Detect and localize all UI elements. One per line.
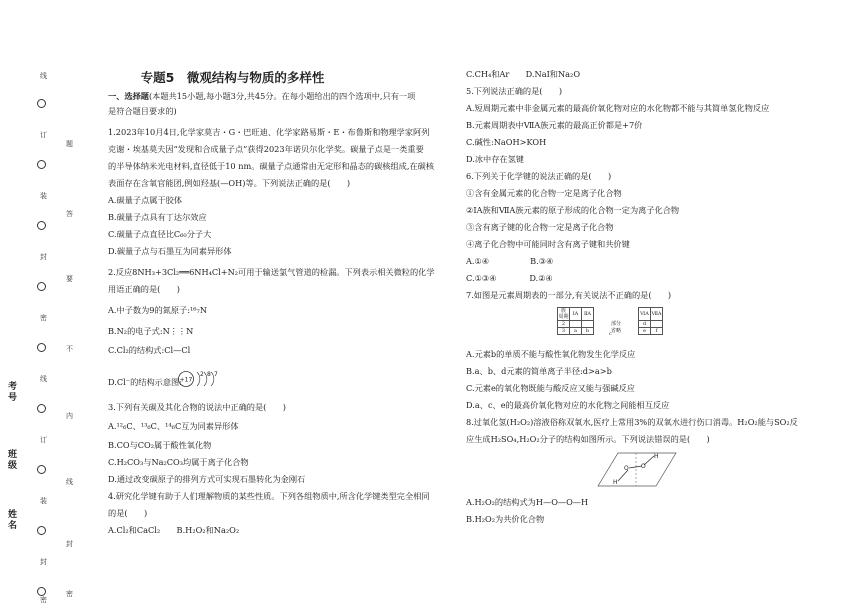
table-cell-c: c [609, 331, 612, 337]
q8-option: A.H₂O₂的结构式为H—O—O—H [466, 497, 589, 507]
gutter-char: 密 [66, 590, 73, 598]
q1-option: B.碳量子点具有丁达尔效应 [108, 212, 207, 222]
binding-gutter [0, 0, 80, 608]
q8-line: 8.过氧化氢(H₂O₂)溶液俗称双氧水,医疗上常用3%的双氧水进行伤口消毒。H₂O₂能与SO₂反 [466, 417, 798, 427]
table-period: 2 [558, 321, 570, 328]
q1-line: 表面存在含氧官能团,例如羟基(—OH)等。下列说法正确的是( ) [108, 178, 351, 188]
h2o2-structure-diagram [596, 448, 678, 490]
gutter-char: 封 [66, 540, 73, 548]
q4-option: C.CH₄和Ar D.NaI和Na₂O [466, 69, 581, 79]
gutter-char: 装 [40, 192, 47, 200]
q6-option: ①含有金属元素的化合物一定是离子化合物 [466, 188, 622, 198]
q6-option: ④离子化合物中可能同时含有离子键和共价键 [466, 239, 630, 249]
table-header: ⅥA [639, 308, 651, 321]
q3-option: C.H₂CO₃与Na₂CO₃均属于离子化合物 [108, 457, 249, 467]
table-period: 3 [558, 328, 570, 335]
q5-option: D.冰中存在氢键 [466, 154, 524, 164]
q2-line: 2.反应8NH₃+3Cl₂══6NH₄Cl+N₂可用于输送氯气管道的检漏。下列表示相关微粒的化学 [108, 267, 435, 277]
gutter-circle [37, 99, 46, 108]
table-cell: e [639, 328, 651, 335]
gutter-char: 线 [40, 72, 47, 80]
table-corner: 族 周期 [558, 308, 569, 320]
q2-option: B.N₂的电子式:N⋮⋮N [108, 326, 194, 336]
gutter-circle [37, 526, 46, 535]
chloride-ion-diagram [176, 368, 220, 390]
q5-option: A.短周期元素中非金属元素的最高价氧化物对应的水化物都不能与其简单氢化物反应 [466, 103, 770, 113]
q3-option: D.通过改变碳原子的排列方式可实现石墨转化为金刚石 [108, 474, 306, 484]
q3-stem: 3.下列有关碳及其化合物的说法中正确的是( ) [108, 402, 286, 412]
q5-stem: 5.下列说法正确的是( ) [466, 86, 563, 96]
gutter-char: 封 [40, 253, 47, 261]
gutter-char: 封 [40, 558, 47, 566]
shell-count: 2 [200, 371, 204, 378]
table-header: ⅡA [582, 308, 594, 321]
q8-line: 应生成H₂SO₄,H₂O₂分子的结构如图所示。下列说法错误的是( ) [466, 434, 710, 444]
table-header: ⅦA [651, 308, 663, 321]
q7-stem: 7.如图是元素周期表的一部分,有关说法不正确的是( ) [466, 290, 672, 300]
q1-option: A.碳量子点属于胶体 [108, 195, 183, 205]
q4-option: A.Cl₂和CaCl₂ B.H₂O₂和Na₂O₂ [108, 525, 240, 535]
gutter-circle [37, 587, 46, 596]
gutter-circle [37, 282, 46, 291]
q5-option: C.碱性:NaOH>KOH [466, 137, 547, 147]
q2-line: 用语正确的是( ) [108, 284, 180, 294]
gutter-char: 装 [40, 497, 47, 505]
section-heading: 一、选择题(本题共15小题,每小题3分,共45分。在每小题给出的四个选项中,只有一项 [108, 91, 416, 101]
exam-number-label: 考号 [8, 382, 18, 403]
page-title: 专题5 微观结构与物质的多样性 [140, 70, 325, 85]
nucleus-charge: +17 [179, 376, 193, 384]
gutter-char: 要 [66, 275, 73, 283]
gutter-char: 线 [40, 375, 47, 383]
gutter-char: 订 [40, 131, 47, 139]
table-cell: f [651, 328, 663, 335]
table-cell: a [570, 328, 582, 335]
q6-option: ③含有离子键的化合物一定是离子化合物 [466, 222, 614, 232]
q7-option: B.a、b、d元素的简单离子半径:d>a>b [466, 366, 612, 376]
oxygen-atom: O [624, 465, 629, 472]
gutter-char: 不 [66, 345, 73, 353]
q6-option: A.①④ B.③④ [466, 256, 554, 266]
gutter-circle [37, 160, 46, 169]
q3-option: B.CO与CO₂属于酸性氧化物 [108, 440, 212, 450]
hydrogen-atom: H [654, 453, 659, 460]
hydrogen-atom: H [613, 479, 618, 486]
q7-option: A.元素b的单质不能与酸性氧化物发生化学反应 [466, 349, 636, 359]
table-header: ⅠA [570, 308, 582, 321]
q1-option: D.碳量子点与石墨互为同素异形体 [108, 246, 232, 256]
class-label: 班级 [8, 450, 18, 471]
gutter-char: 题 [66, 140, 73, 148]
oxygen-atom: O [641, 463, 646, 470]
q2-option: D.Cl⁻的结构示意图: [108, 377, 182, 387]
gutter-circle [37, 404, 46, 413]
gutter-char: 密 [40, 596, 47, 604]
q5-option: B.元素周期表中ⅦA族元素的最高正价都是+7价 [466, 120, 643, 130]
gutter-char: 内 [66, 412, 73, 420]
q6-option: C.①③④ D.②④ [466, 273, 553, 283]
gutter-char: 密 [40, 314, 47, 322]
gutter-char: 订 [40, 436, 47, 444]
gutter-circle [37, 343, 46, 352]
q1-line: 克谢・埃基莫夫因“发现和合成量子点”获得2023年诺贝尔化学奖。碳量子点是一类重要 [108, 144, 424, 154]
name-label: 姓名 [8, 510, 18, 531]
q6-stem: 6.下列关于化学键的说法正确的是( ) [466, 171, 612, 181]
shell-count: 8 [207, 371, 211, 378]
q1-option: C.碳量子点直径比C₆₀分子大 [108, 229, 212, 239]
table-cell: b [582, 328, 594, 335]
q7-option: D.a、c、e的最高价氧化物对应的水化物之间能相互反应 [466, 400, 670, 410]
q3-option: A.¹²₆C、¹³₆C、¹⁴₆C互为同素异形体 [108, 421, 239, 431]
section-note: 是符合题目要求的) [108, 106, 177, 116]
q4-line: 4.研究化学键有助于人们理解物质的某些性质。下列各组物质中,所含化学键类型完全相同 [108, 491, 430, 501]
shell-count: 7 [214, 371, 218, 378]
q1-line: 1.2023年10月4日,化学家莫吉・G・巴旺迪、化学家路易斯・E・布鲁斯和物理学家阿列 [108, 127, 430, 137]
q4-line: 的是( ) [108, 508, 148, 518]
table-note: 部分 [610, 321, 621, 327]
q2-option: A.中子数为9的氮原子:¹⁶₇N [108, 305, 207, 315]
q6-option: ②ⅠA族和ⅦA族元素的原子形成的化合物一定为离子化合物 [466, 205, 680, 215]
q1-line: 的半导体纳米光电材料,直径低于10 nm。碳量子点通常由无定形和晶态的碳核组成,在碳核 [108, 161, 435, 171]
gutter-char: 答 [66, 210, 73, 218]
gutter-circle [37, 465, 46, 474]
table-note: 省略 [610, 328, 621, 334]
gutter-circle [37, 221, 46, 230]
q8-option: B.H₂O₂为共价化合物 [466, 514, 545, 524]
table-cell: d [639, 321, 651, 328]
q2-option: C.Cl₂的结构式:Cl—Cl [108, 345, 191, 355]
gutter-char: 线 [66, 478, 73, 486]
q7-option: C.元素e的氧化物既能与酸反应又能与强碱反应 [466, 383, 635, 393]
